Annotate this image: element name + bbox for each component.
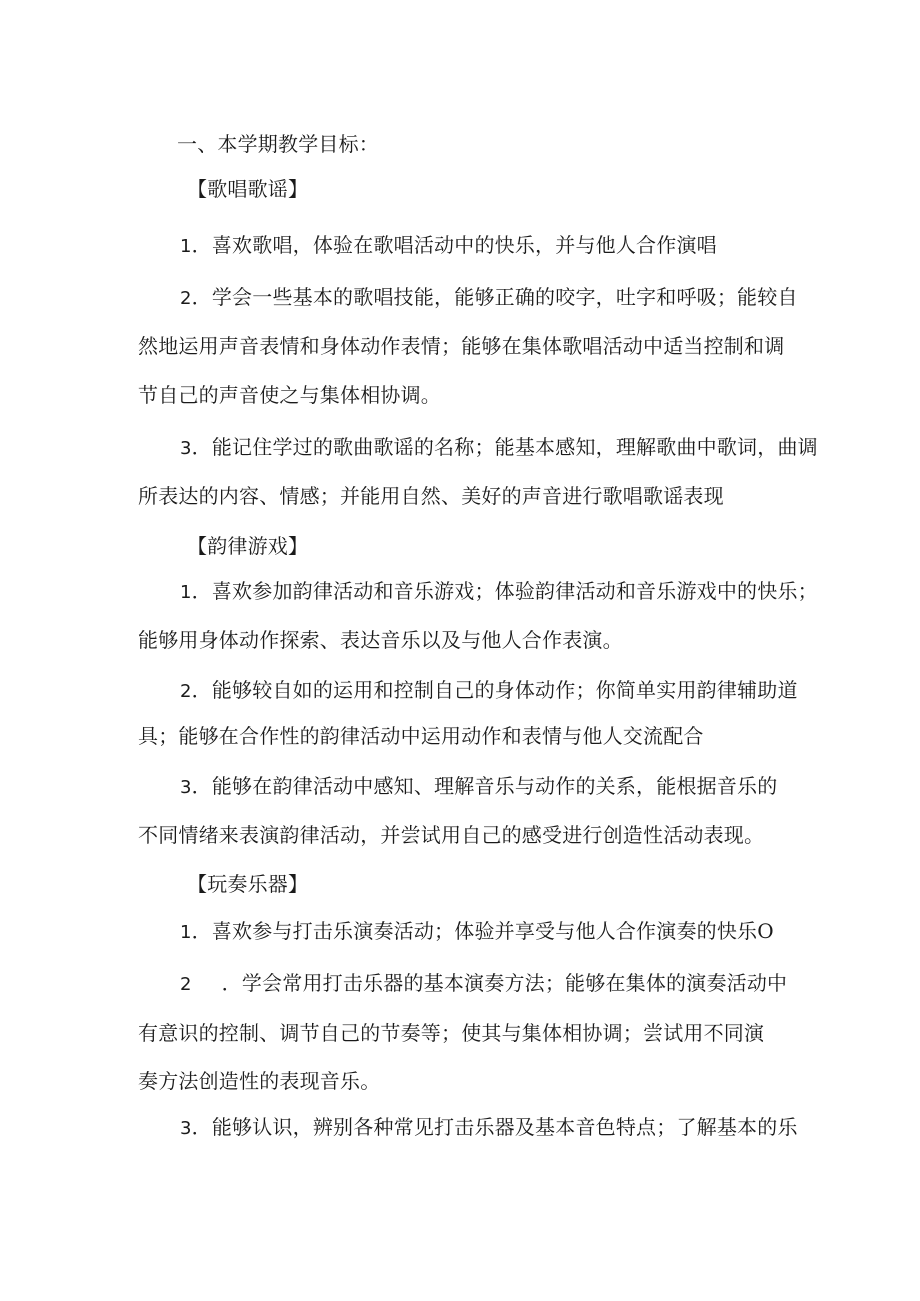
item-text-continued: 然地运用声音表情和身体动作表情；能够在集体歌唱活动中适当控制和调 <box>138 334 785 358</box>
section-title-singing: 【歌唱歌谣】 <box>187 177 309 201</box>
item-text-continued: 具；能够在合作性的韵律活动中运用动作和表情与他人交流配合 <box>138 724 704 748</box>
item-number: 3 <box>180 438 192 459</box>
item-text-continued: 有意识的控制、调节自己的节奏等；使其与集体相协调；尝试用不同演 <box>138 1021 765 1045</box>
item-text-continued: 所表达的内容、情感；并能用自然、美好的声音进行歌唱歌谣表现 <box>138 484 724 508</box>
item-number: 3 <box>180 777 192 798</box>
list-item <box>180 1114 798 1142</box>
list-item <box>180 918 774 946</box>
list-item <box>180 284 798 312</box>
document-heading: 一、本学期教学目标： <box>177 132 379 156</box>
section-title-instruments: 【玩奏乐器】 <box>187 872 309 896</box>
list-item <box>180 970 787 998</box>
list-item <box>180 434 818 462</box>
item-number: 3 <box>180 1118 192 1139</box>
list-item <box>180 578 818 606</box>
item-text: ．能记住学过的歌曲歌谣的名称；能基本感知，理解歌曲中歌词，曲调 <box>191 435 818 459</box>
item-text: ．学会一些基本的歌唱技能，能够正确的咬字，吐字和呼吸；能较自 <box>191 285 798 309</box>
item-text: ．喜欢参加韵律活动和音乐游戏；体验韵律活动和音乐游戏中的快乐； <box>191 579 818 603</box>
item-text: ．喜欢歌唱，体验在歌唱活动中的快乐，并与他人合作演唱 <box>191 233 717 257</box>
item-text-continued: 节自己的声音使之与集体相协调。 <box>138 383 441 407</box>
item-number: 2 <box>180 681 192 702</box>
list-item <box>180 773 777 801</box>
list-item <box>180 677 798 705</box>
list-item <box>180 232 717 260</box>
item-number: 2 <box>180 288 192 309</box>
item-text-continued: 能够用身体动作探索、表达音乐以及与他人合作表演。 <box>138 628 623 652</box>
item-number: 2 <box>180 974 192 995</box>
item-text: ．能够在韵律活动中感知、理解音乐与动作的关系，能根据音乐的 <box>191 774 778 798</box>
item-number: 1 <box>180 236 192 257</box>
item-text: ．能够较自如的运用和控制自己的身体动作；你简单实用韵律辅助道 <box>191 678 798 702</box>
item-text: ．能够认识，辨别各种常见打击乐器及基本音色特点；了解基本的乐 <box>191 1115 798 1139</box>
item-text: ．喜欢参与打击乐演奏活动；体验并享受与他人合作演奏的快乐O <box>191 919 774 943</box>
section-title-rhythm: 【韵律游戏】 <box>187 534 309 558</box>
item-number: 1 <box>180 582 192 603</box>
item-text-continued: 奏方法创造性的表现音乐。 <box>138 1069 381 1093</box>
item-text-continued: 不同情绪来表演韵律活动，并尝试用自己的感受进行创造性活动表现。 <box>138 823 765 847</box>
item-text: ．学会常用打击乐器的基本演奏方法；能够在集体的演奏活动中 <box>221 971 788 995</box>
item-number: 1 <box>180 922 192 943</box>
